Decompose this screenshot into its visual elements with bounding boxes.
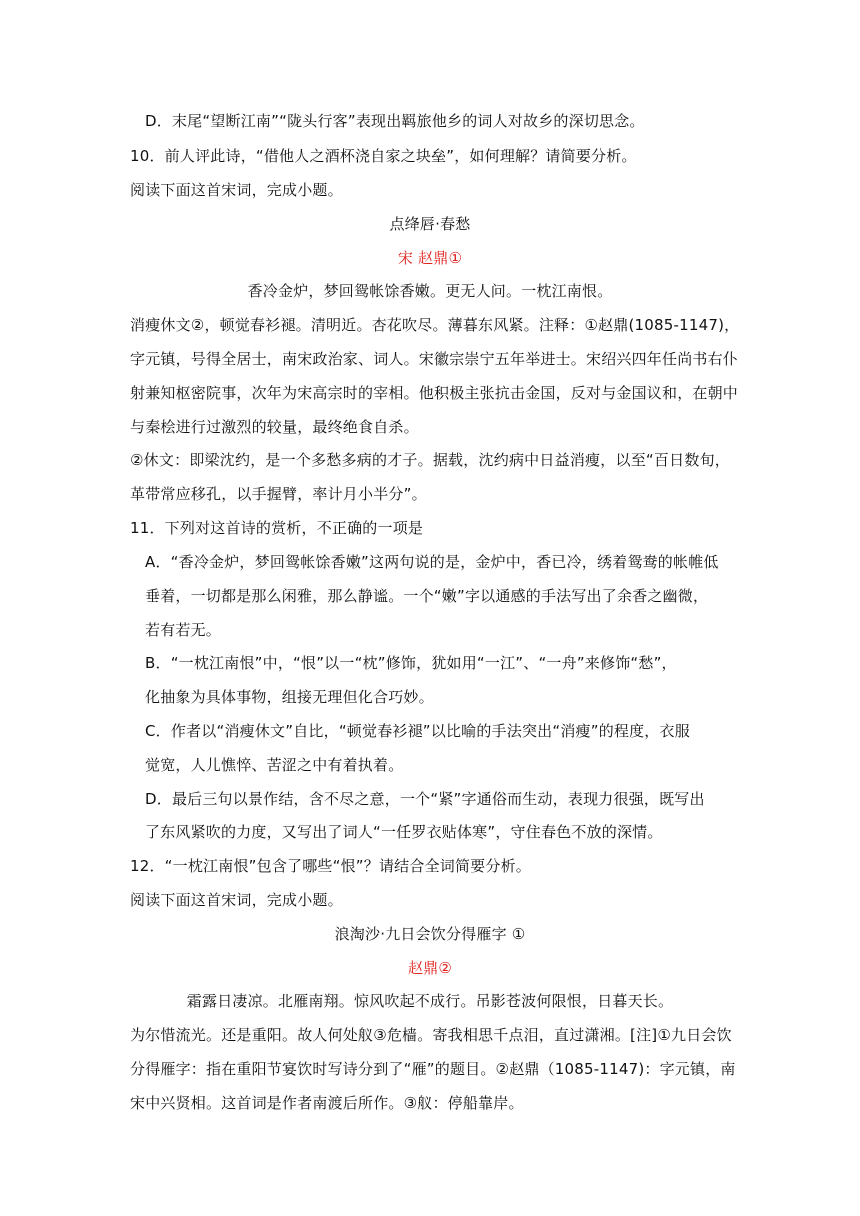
- option-a-cont: 垂着，一切都是那么闲雅，那么静谧。一个“嫩”字以通感的手法写出了余香之幽微，: [145, 587, 709, 605]
- poem-1-line-2: 消瘦休文②，顿觉春衫褪。清明近。杏花吹尽。薄暮东风紧。注释：①赵鼎(1085-1147)，: [130, 316, 740, 334]
- poem-2-line-1: 霜露日凄凉。北雁南翔。惊风吹起不成行。吊影苍波何限恨，日暮天长。: [186, 992, 674, 1010]
- poem-2-line-2: 为尔惜流光。还是重阳。故人何处舣③危樯。寄我相思千点泪，直过潇湘。[注]①九日会饮: [130, 1026, 732, 1044]
- poem-title-1: 点绛唇·春愁: [389, 215, 471, 233]
- option-d-prev: D．末尾“望断江南”“陇头行客”表现出羁旅他乡的词人对故乡的深切思念。: [145, 112, 645, 130]
- option-d: D．最后三句以景作结，含不尽之意，一个“紧”字通俗而生动，表现力很强，既写出: [145, 790, 705, 808]
- option-d-cont: 了东风紧吹的力度，又写出了词人“一任罗衣贴体寒”，守住春色不放的深情。: [145, 823, 663, 841]
- note-line: 射兼知枢密院事，次年为宋高宗时的宰相。他积极主张抗击金国，反对与金国议和，在朝中: [130, 384, 739, 402]
- poem-author-1: 宋 赵鼎①: [397, 249, 463, 267]
- poem-1-line-1: 香冷金炉，梦回鸳帐馀香嫩。更无人问。一枕江南恨。: [247, 282, 613, 300]
- question-10: 10．前人评此诗，“借他人之酒杯浇自家之块垒”，如何理解？请简要分析。: [130, 147, 637, 165]
- option-a: A．“香冷金炉，梦回鸳帐馀香嫩”这两句说的是，金炉中，香已冷，绣着鸳鸯的帐帷低: [145, 553, 719, 571]
- note-line: 字元镇，号得全居士，南宋政治家、词人。宋徽宗崇宁五年举进士。宋绍兴四年任尚书右仆: [130, 350, 739, 368]
- note-line: ②休文：即梁沈约，是一个多愁多病的才子。据载，沈约病中日益消瘦，以至“百日数旬，: [130, 451, 730, 469]
- question-11: 11．下列对这首诗的赏析，不正确的一项是: [130, 519, 424, 537]
- option-b: B．“一枕江南恨”中，“恨”以一“枕”修饰，犹如用“一江”、“一舟”来修饰“愁”，: [145, 654, 677, 672]
- reading-instruction-2: 阅读下面这首宋词，完成小题。: [130, 891, 343, 909]
- note-line: 革带常应移孔，以手握臂，率计月小半分”。: [130, 485, 427, 503]
- option-b-cont: 化抽象为具体事物，组接无理但化合巧妙。: [145, 688, 434, 706]
- reading-instruction-1: 阅读下面这首宋词，完成小题。: [130, 181, 343, 199]
- poem-author-2: 赵鼎②: [407, 959, 453, 977]
- option-c-cont: 觉宽，人儿憔悴、苦涩之中有着执着。: [145, 756, 404, 774]
- note-line: 与秦桧进行过激烈的较量，最终绝食自杀。: [130, 418, 419, 436]
- poem-title-2: 浪淘沙·九日会饮分得雁字 ①: [334, 925, 526, 943]
- option-a-cont: 若有若无。: [145, 621, 222, 639]
- option-c: C．作者以“消瘦休文”自比，“顿觉春衫褪”以比喻的手法突出“消瘦”的程度，衣服: [145, 722, 690, 740]
- note-line-2: 分得雁字：指在重阳节宴饮时写诗分到了“雁”的题目。②赵鼎（1085-1147)：字元镇，南: [130, 1060, 736, 1078]
- question-12: 12．“一枕江南恨”包含了哪些“恨”？请结合全词简要分析。: [130, 857, 531, 875]
- note-line-2: 宋中兴贤相。这首词是作者南渡后所作。③舣：停船靠岸。: [130, 1094, 524, 1112]
